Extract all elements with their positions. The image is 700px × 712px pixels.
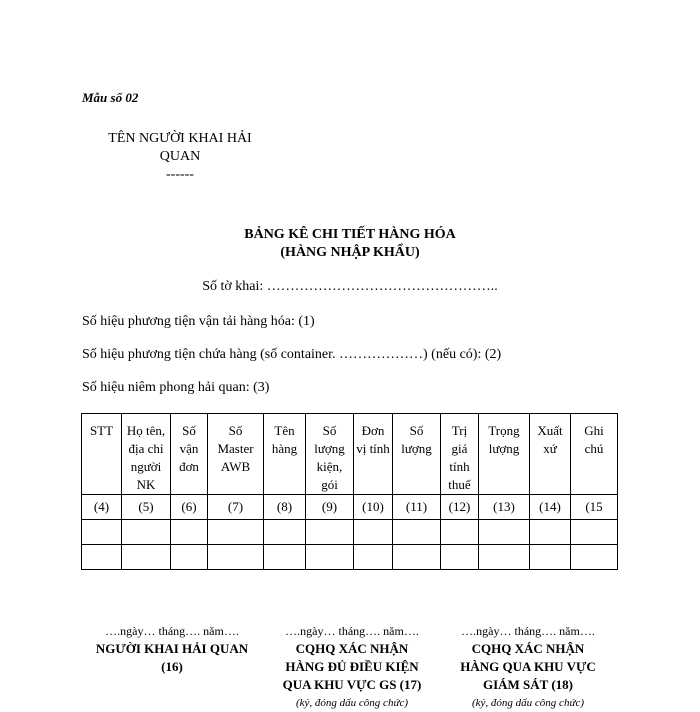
table-cell [530, 520, 571, 545]
column-header-line: STT [89, 423, 114, 438]
column-header [441, 414, 479, 495]
column-code: (14) [530, 495, 571, 520]
table-cell [530, 545, 571, 570]
column-header-line: thuế [448, 477, 471, 492]
signature-note: (ký, đóng dấu công chức) [296, 697, 408, 709]
declarant-line-1: TÊN NGƯỜI KHAI HẢI [108, 131, 252, 146]
column-header-line: Master [217, 441, 254, 456]
column-header-line: Xuất [537, 423, 563, 438]
table-header-row [82, 414, 618, 495]
table-cell [306, 545, 354, 570]
table-cell [393, 520, 441, 545]
table-cell [393, 545, 441, 570]
column-header [571, 414, 618, 495]
column-header-line: đơn [179, 459, 199, 474]
signature-role-line: CQHQ XÁC NHẬN [295, 641, 409, 656]
column-header-line: Họ tên, [126, 423, 166, 438]
table-cell [571, 545, 618, 570]
column-header [354, 414, 393, 495]
column-header-line: Trọng [488, 423, 520, 438]
column-code: (8) [264, 495, 306, 520]
table-cell [82, 545, 122, 570]
column-header-line: gói [321, 477, 338, 492]
table-row [82, 545, 618, 570]
column-header-line: lượng [314, 441, 345, 456]
column-header-line: Ghi [584, 423, 604, 438]
signature-block-customs-17 [264, 622, 440, 712]
seal-number-field: Số hiệu niêm phong hải quan: (3) [82, 380, 270, 395]
column-header-line: Số [409, 423, 424, 438]
signature-role-line: GIÁM SÁT (18) [482, 677, 574, 692]
signature-date: ….ngày… tháng…. năm…. [461, 624, 595, 638]
column-header-line: tính [449, 459, 470, 474]
column-header-line: Trị [451, 423, 468, 438]
table-cell [122, 545, 171, 570]
table-cell [479, 545, 530, 570]
column-code: (12) [441, 495, 479, 520]
column-header-line: giá [451, 441, 468, 456]
column-header-line: Số [228, 423, 243, 438]
column-header [171, 414, 208, 495]
signature-block-declarant [84, 622, 260, 676]
table-cell [171, 545, 208, 570]
goods-detail-table [81, 413, 618, 570]
column-header-line: NK [136, 477, 156, 492]
column-header-line: Tên [274, 423, 295, 438]
column-header [82, 414, 122, 495]
table-cell [171, 520, 208, 545]
table-cell [82, 520, 122, 545]
document-title [0, 226, 700, 262]
signature-role-line: CQHQ XÁC NHẬN [471, 641, 585, 656]
table-cell [354, 520, 393, 545]
table-row [82, 520, 618, 545]
table-cell [264, 545, 306, 570]
signature-role-line: HÀNG QUA KHU VỰC [460, 659, 596, 674]
column-header-line: người [130, 459, 162, 474]
signature-date: ….ngày… tháng…. năm…. [285, 624, 419, 638]
column-code: (7) [208, 495, 264, 520]
column-header-line: chú [584, 441, 604, 456]
column-code: (15 [571, 495, 618, 520]
table-cell [479, 520, 530, 545]
table-cell [208, 520, 264, 545]
table-code-row [82, 495, 618, 520]
column-code: (13) [479, 495, 530, 520]
column-code: (4) [82, 495, 122, 520]
signature-role-line: NGƯỜI KHAI HẢI QUAN [95, 641, 249, 656]
table-cell [441, 520, 479, 545]
table-cell [208, 545, 264, 570]
column-header [208, 414, 264, 495]
column-header [306, 414, 354, 495]
declarant-dash: ------ [166, 167, 194, 182]
title-line-1: BẢNG KÊ CHI TIẾT HÀNG HÓA [244, 227, 456, 242]
column-header-line: Số [182, 423, 196, 438]
signature-block-customs-18 [440, 622, 616, 712]
column-header [264, 414, 306, 495]
column-code: (6) [171, 495, 208, 520]
column-header [393, 414, 441, 495]
column-header-line: địa chỉ [128, 441, 164, 456]
table-cell [441, 545, 479, 570]
column-code: (10) [354, 495, 393, 520]
declarant-header [90, 130, 270, 184]
column-header-line: kiện, [316, 459, 343, 474]
declarant-line-2: QUAN [159, 149, 201, 164]
column-code: (9) [306, 495, 354, 520]
declaration-number-field: Số tờ khai: ………………………………………….. [202, 279, 498, 294]
column-header-line: AWB [220, 459, 251, 474]
signature-role-line: HÀNG ĐỦ ĐIỀU KIỆN [285, 659, 419, 674]
column-header-line: hàng [271, 441, 298, 456]
column-header-line: vận [179, 441, 199, 456]
table-cell [354, 545, 393, 570]
column-header [122, 414, 171, 495]
container-number-field: Số hiệu phương tiện chứa hàng (số container. ………………) (nếu có): (2) [82, 347, 502, 362]
column-code: (5) [122, 495, 171, 520]
signature-date: ….ngày… tháng…. năm…. [105, 624, 239, 638]
column-header-line: Đơn [361, 423, 385, 438]
column-header-line: vị tính [356, 441, 390, 456]
form-number: Mẫu số 02 [82, 90, 139, 105]
column-code: (11) [393, 495, 441, 520]
vehicle-number-field: Số hiệu phương tiện vận tải hàng hóa: (1) [82, 314, 315, 329]
title-line-2: (HÀNG NHẬP KHẨU) [280, 245, 420, 260]
signature-role-line: (16) [161, 659, 183, 674]
column-header-line: Số [322, 423, 337, 438]
table-cell [122, 520, 171, 545]
signature-role-line: QUA KHU VỰC GS (17) [282, 677, 422, 692]
column-header [479, 414, 530, 495]
column-header-line: lượng [488, 441, 520, 456]
column-header-line: lượng [401, 441, 432, 456]
table-cell [571, 520, 618, 545]
table-cell [306, 520, 354, 545]
column-header-line: xứ [543, 441, 557, 456]
table-cell [264, 520, 306, 545]
column-header [530, 414, 571, 495]
signature-note: (ký, đóng dấu công chức) [472, 697, 584, 709]
